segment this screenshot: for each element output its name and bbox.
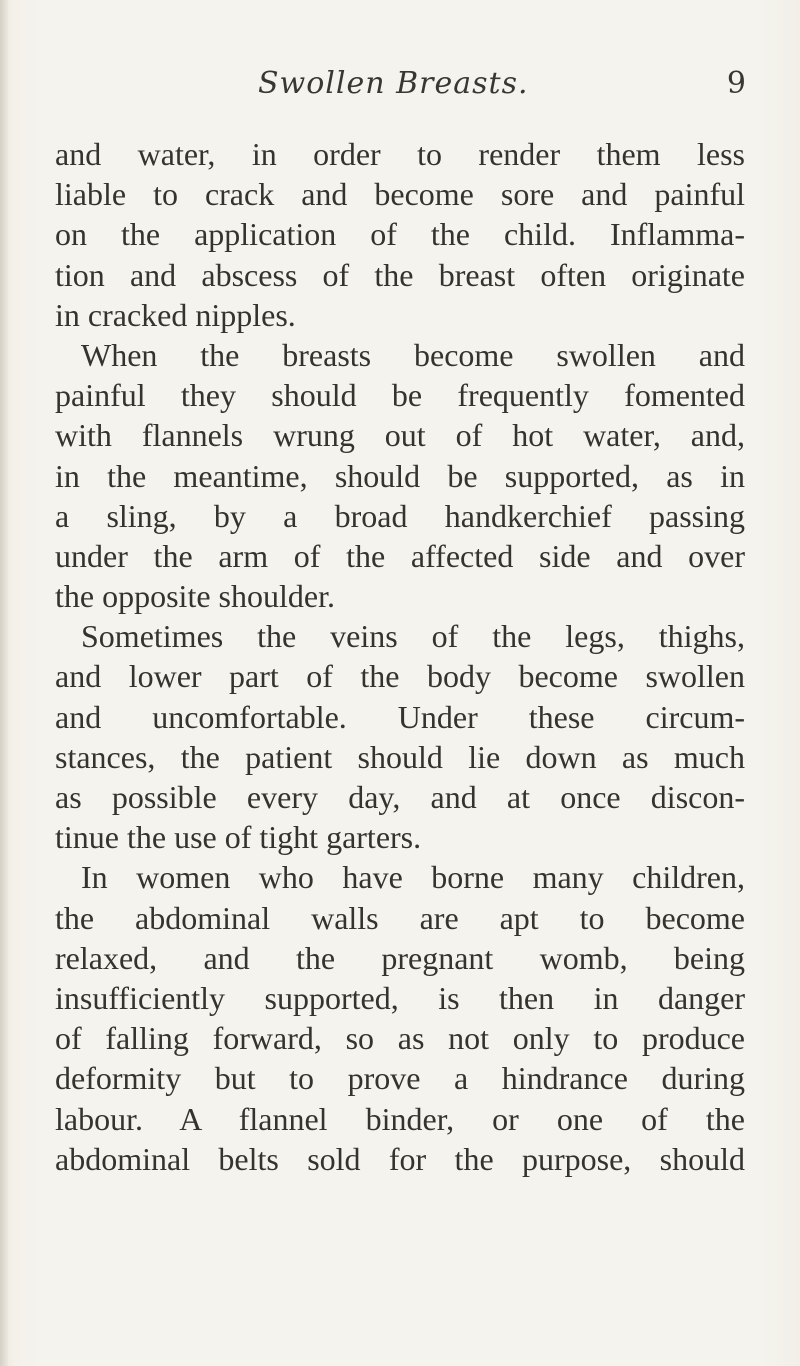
text-line: in cracked nipples. bbox=[55, 296, 296, 333]
text-line: relaxed, and the pregnant womb, being bbox=[55, 939, 745, 976]
text-line: as possible every day, and at once discon- bbox=[55, 779, 745, 815]
text-line: and lower part of the body become swollen bbox=[55, 658, 745, 695]
text-line: of falling forward, so as not only to produce bbox=[55, 1020, 745, 1057]
page-binding-edge bbox=[0, 0, 8, 1366]
text-line: the opposite shoulder. bbox=[55, 578, 335, 615]
running-head bbox=[48, 66, 748, 106]
text-line: with flannels wrung out of hot water, and, bbox=[55, 417, 745, 454]
text-line: tinue the use of tight garters. bbox=[55, 819, 422, 856]
text-line: in the meantime, should be supported, as in bbox=[55, 457, 745, 494]
text-line: Sometimes the veins of the legs, thighs, bbox=[81, 618, 745, 655]
running-title: Swollen Breasts. bbox=[258, 66, 529, 101]
text-line: and uncomfortable. Under these circum- bbox=[55, 698, 745, 735]
text-line: insufficiently supported, is then in danger bbox=[55, 979, 745, 1016]
text-line: tion and abscess of the breast often originate bbox=[55, 256, 745, 293]
text-line: In women who have borne many children, bbox=[81, 859, 745, 896]
text-line: on the application of the child. Inflamma- bbox=[55, 216, 745, 253]
text-line: a sling, by a broad handkerchief passing bbox=[55, 497, 745, 534]
page-number: 9 bbox=[726, 66, 746, 101]
text-line: liable to crack and become sore and painful bbox=[55, 176, 745, 213]
text-line: stances, the patient should lie down as much bbox=[55, 738, 745, 775]
text-line: and water, in order to render them less bbox=[55, 136, 745, 172]
body-text bbox=[55, 134, 745, 1179]
text-line: the abdominal walls are apt to become bbox=[55, 899, 745, 936]
text-line: deformity but to prove a hindrance during bbox=[55, 1060, 745, 1097]
text-line: When the breasts become swollen and bbox=[81, 336, 745, 373]
text-line: labour. A flannel binder, or one of the bbox=[55, 1100, 745, 1137]
text-line: painful they should be frequently fomented bbox=[55, 377, 745, 414]
text-line: under the arm of the affected side and over bbox=[55, 537, 745, 574]
text-line: abdominal belts sold for the purpose, should bbox=[55, 1140, 745, 1177]
